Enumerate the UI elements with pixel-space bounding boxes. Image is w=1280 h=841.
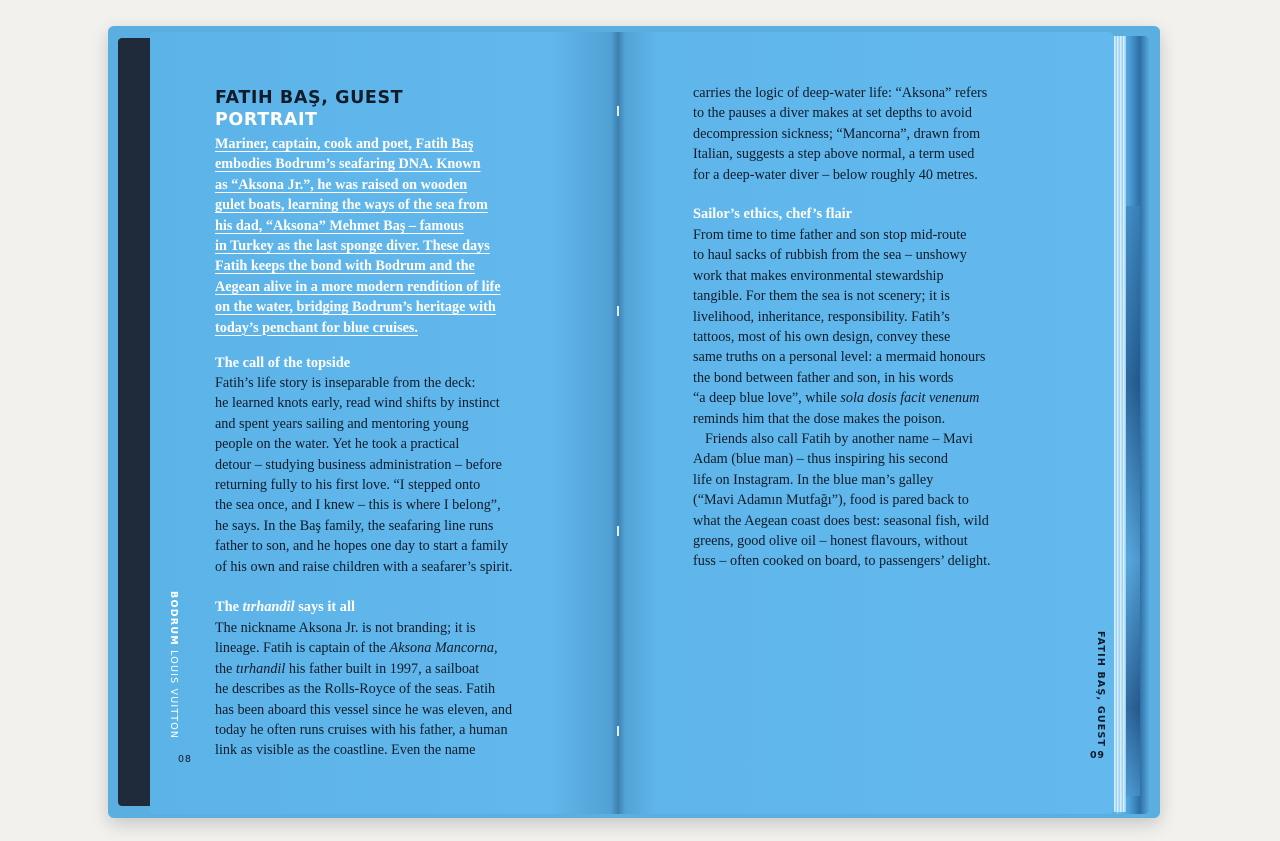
body-line: The nickname Aksona Jr. is not branding; it is [215, 620, 476, 636]
line-part: , [493, 640, 498, 657]
body-line: today he often runs cruises with his father, a human [215, 721, 508, 738]
intro-line: Fatih keeps the bond with Bodrum and the [215, 258, 475, 275]
body-line: the sea once, and I knew – this is where I belong”, [215, 497, 501, 514]
intro-line: in Turkey as the last sponge diver. These days [215, 237, 490, 254]
binding-stitch [617, 526, 619, 536]
body-line: to the pauses a diver makes at set depths to avoid [693, 105, 972, 122]
boat-name: Aksona Mancorna [389, 640, 494, 657]
page-edges [1114, 36, 1126, 812]
intro-line: as “Aksona Jr.”, he was raised on wooden [215, 176, 468, 193]
section-body [693, 429, 991, 572]
body-line: father to son, and he hopes one day to start a family [215, 538, 509, 555]
line-part: “a deep blue love”, while [693, 390, 841, 407]
body-line: fuss – often cooked on board, to passengers’ delight. [693, 553, 991, 570]
body-line: greens, good olive oil – honest flavours, without [693, 532, 968, 549]
body-line: he describes as the Rolls-Royce of the seas. Fatih [215, 681, 496, 698]
spine-city: BODRUM [168, 591, 179, 646]
body-line [215, 659, 512, 679]
body-line: reminds him that the dose makes the poison. [693, 410, 946, 427]
line-part: his father built in 1997, a sailboat [285, 660, 480, 677]
binding-stitch [617, 726, 619, 736]
body-line: link as visible as the coastline. Even the name [215, 742, 476, 759]
section-heading: The call of the topside [215, 355, 351, 371]
section-body [693, 225, 985, 429]
body-line: the bond between father and son, in his words [693, 369, 954, 386]
heading-part: says it all [294, 599, 355, 615]
body-line: decompression sickness; “Mancorna”, drawn from [693, 125, 981, 142]
body-line: people on the water. Yet he took a practical [215, 436, 460, 453]
open-booklet [108, 26, 1160, 818]
body-line: of his own and raise children with a seafarer’s spirit. [215, 558, 513, 575]
section-heading [215, 597, 355, 617]
boat-type: tırhandil [235, 660, 286, 677]
spine-label [168, 591, 179, 739]
body-line: life on Instagram. In the blue man’s galley [693, 471, 934, 488]
heading-emphasis: tırhandil [242, 599, 295, 615]
spine-brand: LOUIS VUITTON [168, 650, 179, 740]
page-number-left: 08 [178, 754, 192, 765]
body-line: he learned knots early, read wind shifts by instinct [215, 395, 500, 412]
body-line: detour – studying business administration – before [215, 456, 502, 473]
page-number-right: 09 [1090, 750, 1105, 761]
body-line: and spent years sailing and mentoring young [215, 415, 469, 432]
section-heading: Sailor’s ethics, chef’s flair [693, 206, 853, 222]
body-line: tattoos, most of his own design, convey these [693, 328, 951, 345]
body-line: returning fully to his first love. “I stepped onto [215, 476, 481, 493]
book-gutter [611, 32, 625, 814]
section-body [215, 373, 513, 577]
cover-flap-pattern [1126, 206, 1140, 796]
body-line: Italian, suggests a step above normal, a term used [693, 146, 975, 163]
body-line: Friends also call Fatih by another name – Mavi [705, 431, 973, 447]
continued-paragraph [693, 83, 987, 185]
body-line: Adam (blue man) – thus inspiring his second [693, 451, 948, 468]
body-line: work that makes environmental stewardship [693, 267, 944, 284]
body-line: what the Aegean coast does best: seasonal fish, wild [693, 512, 989, 529]
body-line: same truths on a personal level: a mermaid honours [693, 349, 986, 366]
running-head: FATIH BAŞ, GUEST [1095, 631, 1106, 748]
intro-line: today’s penchant for blue cruises. [215, 319, 418, 336]
binding-stitch [617, 306, 619, 316]
body-line [693, 388, 985, 408]
intro-paragraph [215, 134, 501, 338]
intro-line: embodies Bodrum’s seafaring DNA. Known [215, 156, 481, 173]
intro-line: Mariner, captain, cook and poet, Fatih Baş [215, 136, 474, 152]
body-line: to haul sacks of rubbish from the sea – unshowy [693, 247, 967, 264]
intro-line: gulet boats, learning the ways of the sea from [215, 197, 488, 214]
body-line: Fatih’s life story is inseparable from the deck: [215, 375, 476, 391]
intro-line: Aegean alive in a more modern rendition of life [215, 278, 501, 295]
intro-line: on the water, bridging Bodrum’s heritage with [215, 299, 496, 316]
body-line: livelihood, inheritance, responsibility. Fatih’s [693, 308, 950, 325]
intro-line: his dad, “Aksona” Mehmet Baş – famous [215, 217, 464, 234]
article-title: FATIH BAŞ, GUEST [215, 88, 404, 108]
body-line: From time to time father and son stop mid-route [693, 227, 967, 243]
body-line [215, 638, 512, 658]
article-subtitle: PORTRAIT [215, 110, 318, 130]
body-line: tangible. For them the sea is not scenery; it is [693, 288, 950, 305]
heading-part: The [215, 599, 243, 615]
binding-stitch [617, 106, 619, 116]
body-line: he says. In the Baş family, the seafaring line runs [215, 517, 494, 534]
latin-phrase: sola dosis facit venenum [840, 390, 980, 407]
body-line: (“Mavi Adamın Mutfağı”), food is pared back to [693, 492, 969, 509]
section-body [215, 618, 512, 761]
body-line: carries the logic of deep-water life: “Aksona” refers [693, 85, 988, 101]
line-part: lineage. Fatih is captain of the [215, 640, 390, 657]
body-line: for a deep-water diver – below roughly 40 metres. [693, 166, 978, 183]
body-line: has been aboard this vessel since he was eleven, and [215, 701, 513, 718]
line-part: the [215, 660, 236, 677]
